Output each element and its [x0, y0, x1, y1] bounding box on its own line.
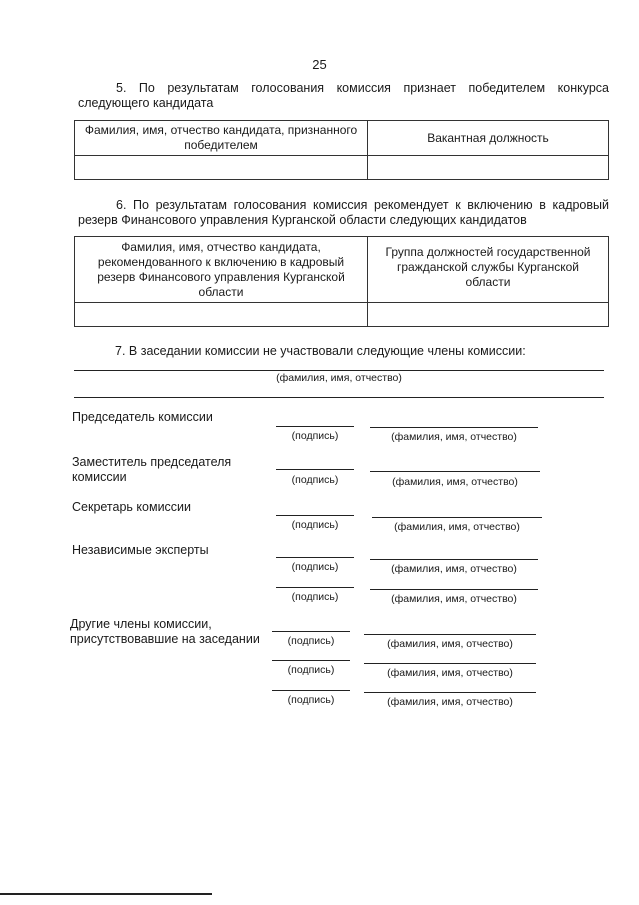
expert-1-signature-line[interactable] [276, 557, 354, 558]
other-3-signature-caption: (подпись) [287, 694, 335, 706]
absent-members-line[interactable] [74, 370, 604, 371]
expert-2-signature-caption: (подпись) [291, 591, 339, 603]
reserve-table-header-group: Группа должностей государственной гражданской службы Курганской области [368, 237, 609, 303]
other-3-name-caption: (фамилия, имя, отчество) [387, 696, 513, 708]
secretary-signature-line[interactable] [276, 515, 354, 516]
reserve-table [74, 236, 609, 327]
chairman-signature-caption: (подпись) [291, 430, 339, 442]
secretary-name-line[interactable] [372, 517, 542, 518]
winner-table-header-name: Фамилия, имя, отчество кандидата, признанного победителем [75, 121, 368, 156]
other-2-name-line[interactable] [364, 663, 536, 664]
section-6-text [78, 198, 609, 228]
page-number: 25 [312, 57, 327, 72]
other-2-signature-line[interactable] [272, 660, 350, 661]
absent-members-line-2[interactable] [74, 397, 604, 398]
chairman-name-caption: (фамилия, имя, отчество) [391, 431, 517, 443]
expert-2-signature-line[interactable] [276, 587, 354, 588]
reserve-table-cell-group[interactable] [368, 303, 609, 327]
other-1-signature-caption: (подпись) [287, 635, 335, 647]
winner-table-cell-name[interactable] [75, 156, 368, 180]
deputy-signature-caption: (подпись) [291, 474, 339, 486]
chairman-signature-line[interactable] [276, 426, 354, 427]
other-3-signature-line[interactable] [272, 690, 350, 691]
other-1-name-caption: (фамилия, имя, отчество) [387, 638, 513, 650]
section-6-line-1: 6. По результатам голосования комиссия рекомендует к включению в кадровый [116, 198, 609, 212]
others-label: Другие члены комиссии, присутствовавшие на заседании [70, 617, 260, 646]
deputy-name-caption: (фамилия, имя, отчество) [392, 476, 518, 488]
section-5-text [78, 81, 609, 111]
section-7-text: 7. В заседании комиссии не участвовали следующие члены комиссии: [115, 344, 526, 358]
reserve-table-cell-name[interactable] [75, 303, 368, 327]
reserve-table-header-name: Фамилия, имя, отчество кандидата, рекомендованного к включению в кадровый резерв Финансового управления Курганской области [75, 237, 368, 303]
section-6-line-2: резерв Финансового управления Курганской области следующих кандидатов [78, 213, 527, 227]
section-5-line-1: 5. По результатам голосования комиссия признает победителем конкурса [116, 81, 609, 95]
winner-table [74, 120, 609, 180]
expert-1-name-caption: (фамилия, имя, отчество) [391, 563, 517, 575]
deputy-signature-line[interactable] [276, 469, 354, 470]
other-1-name-line[interactable] [364, 634, 536, 635]
winner-table-cell-position[interactable] [368, 156, 609, 180]
section-5-line-2: следующего кандидата [78, 96, 214, 110]
page-bottom-rule [0, 893, 212, 895]
experts-label: Независимые эксперты [72, 543, 209, 557]
other-2-name-caption: (фамилия, имя, отчество) [387, 667, 513, 679]
deputy-label: Заместитель председателя комиссии [72, 455, 232, 484]
secretary-name-caption: (фамилия, имя, отчество) [394, 521, 520, 533]
secretary-label: Секретарь комиссии [72, 500, 192, 514]
winner-table-header-position: Вакантная должность [368, 121, 609, 156]
absent-members-caption: (фамилия, имя, отчество) [276, 372, 402, 384]
other-2-signature-caption: (подпись) [287, 664, 335, 676]
expert-2-name-caption: (фамилия, имя, отчество) [391, 593, 517, 605]
secretary-signature-caption: (подпись) [291, 519, 339, 531]
deputy-name-line[interactable] [370, 471, 540, 472]
other-1-signature-line[interactable] [272, 631, 350, 632]
expert-1-name-line[interactable] [370, 559, 538, 560]
expert-2-name-line[interactable] [370, 589, 538, 590]
other-3-name-line[interactable] [364, 692, 536, 693]
chairman-label: Председатель комиссии [72, 410, 213, 424]
chairman-name-line[interactable] [370, 427, 538, 428]
expert-1-signature-caption: (подпись) [291, 561, 339, 573]
